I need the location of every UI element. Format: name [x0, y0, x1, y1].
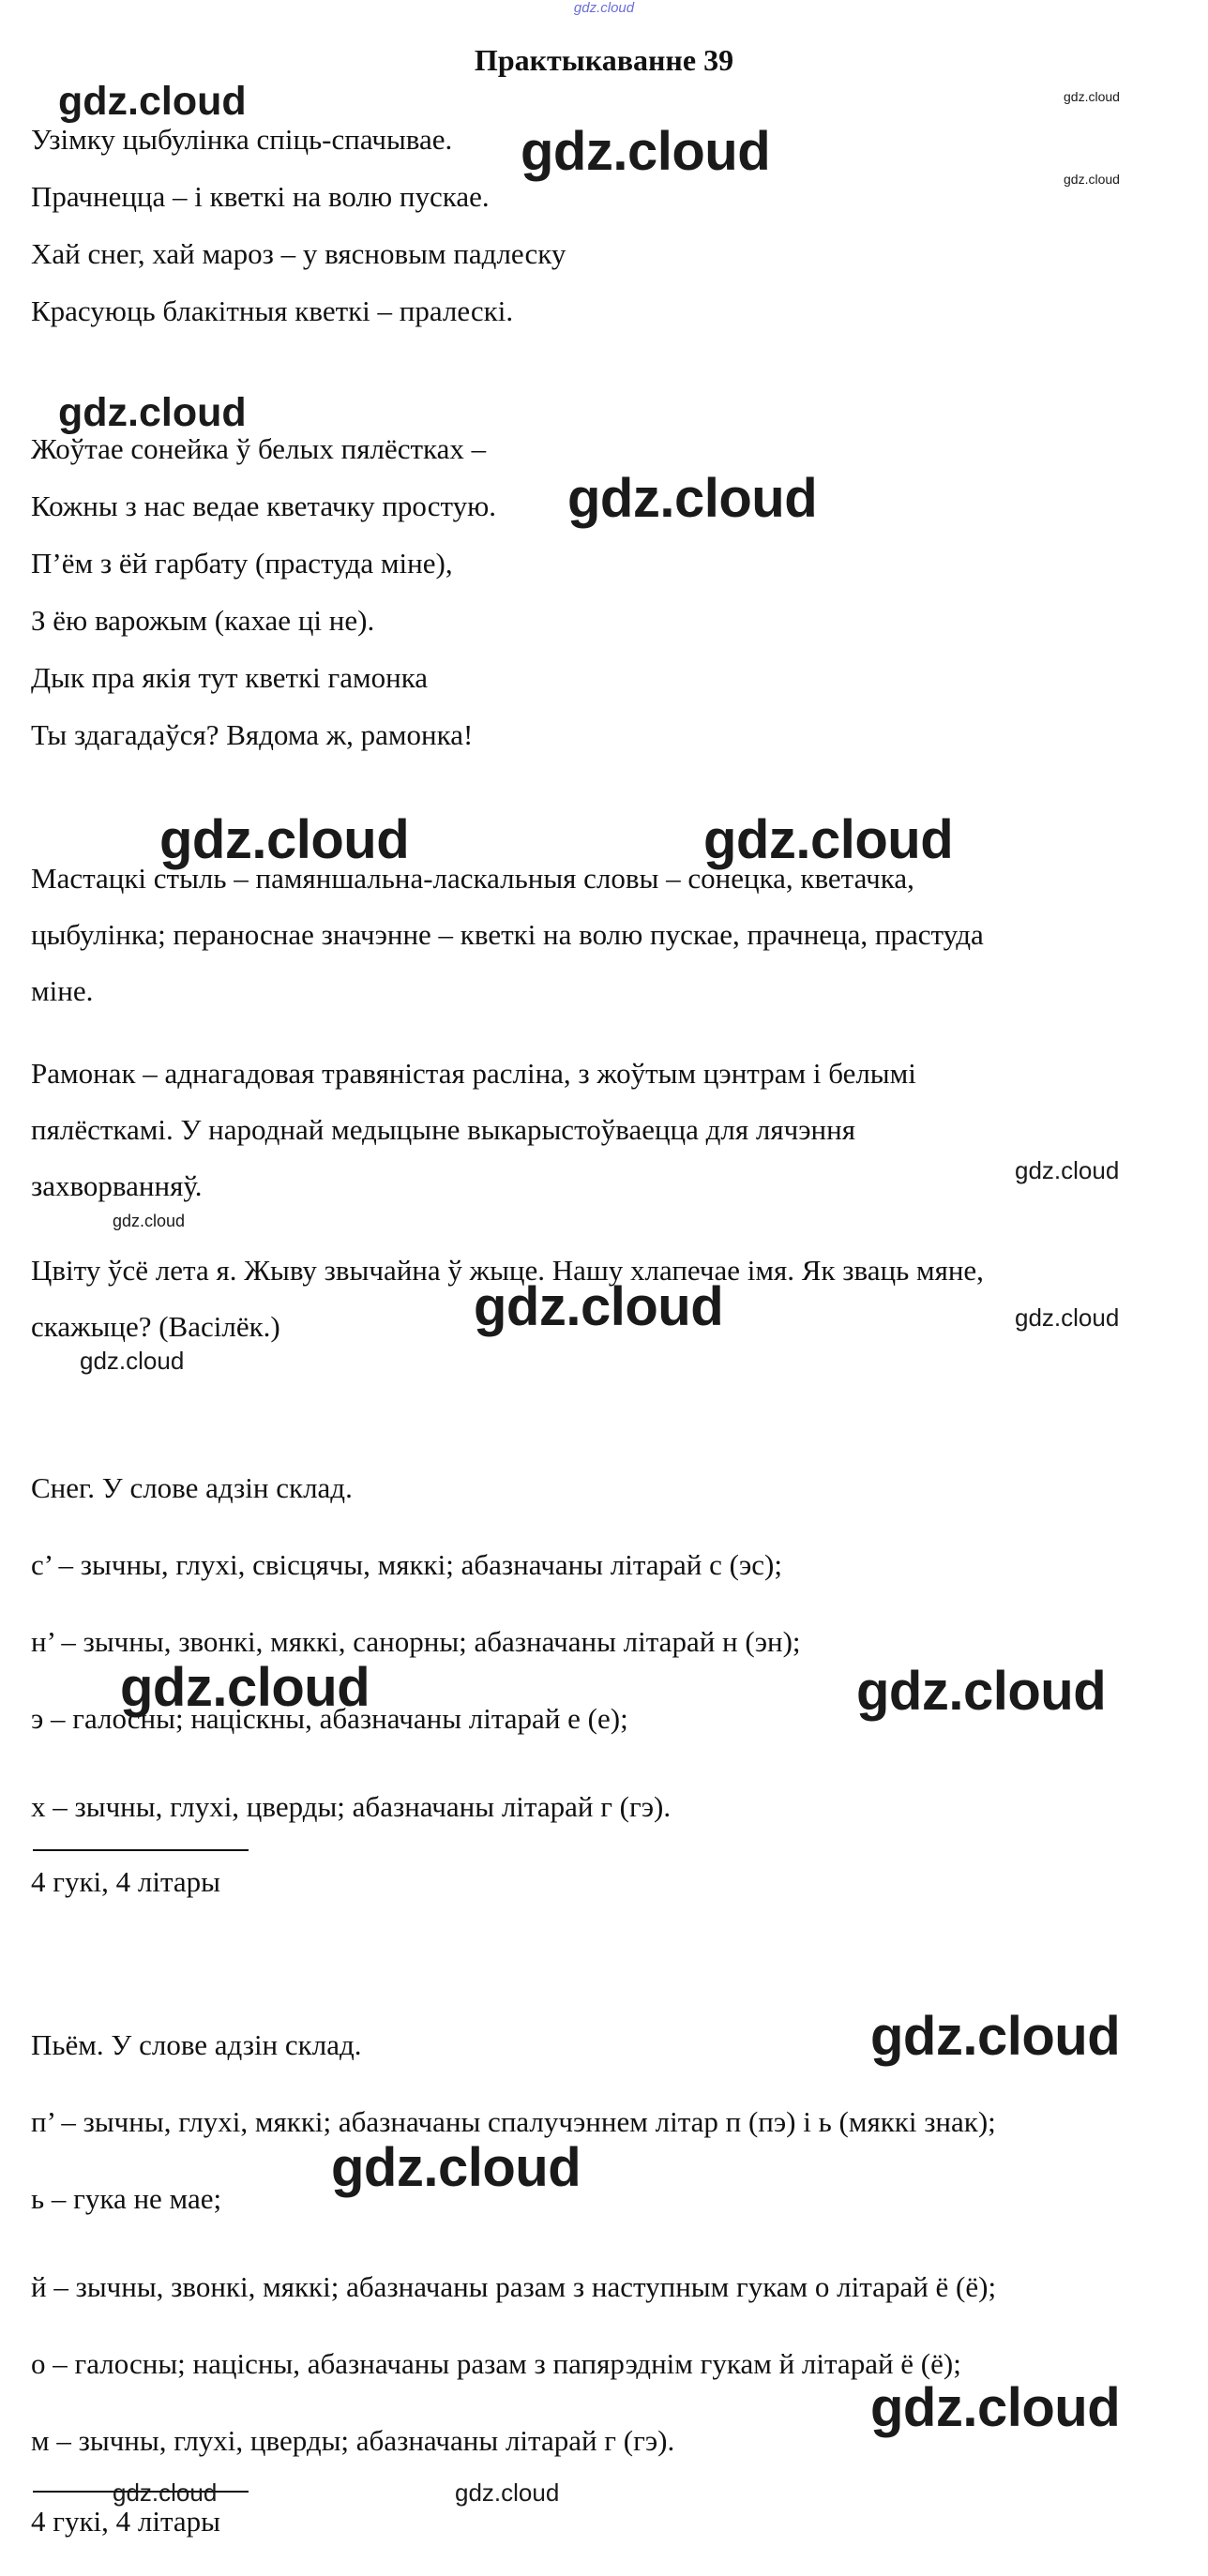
word-1-sound: х – зычны, глухі, цверды; абазначаны літарай г (гэ).: [31, 1790, 672, 1823]
poem-2-line: П’ём з ёй гарбату (прастуда міне),: [31, 547, 453, 580]
word-2-sound: п’ – зычны, глухі, мяккі; абазначаны спалучэннем літар п (пэ) і ь (мяккі знак);: [31, 2105, 996, 2138]
watermark: gdz.cloud: [870, 2377, 1121, 2438]
definition-line: Рамонак – аднагадовая травяністая расліна, з жоўтым цэнтрам і белымі: [31, 1057, 916, 1090]
watermark: gdz.cloud: [703, 809, 954, 870]
word-2-sound: й – зычны, звонкі, мяккі; абазначаны разам з наступным гукам о літарай ё (ё);: [31, 2270, 997, 2303]
definition-line: пялёсткамі. У народнай медыцыне выкарыстоўваецца для лячэння: [31, 1113, 855, 1146]
word-1-sound: э – галосны; націскны, абазначаны літарай е (е);: [31, 1702, 628, 1735]
page-title: Практыкаванне 39: [474, 43, 734, 77]
watermark: gdz.cloud: [1064, 89, 1120, 104]
watermark: gdz.cloud: [870, 2006, 1121, 2067]
watermark: gdz.cloud: [1064, 172, 1120, 187]
watermark: gdz.cloud: [58, 390, 247, 435]
watermark: gdz.cloud: [474, 1276, 724, 1337]
poem-2-line: З ёю варожым (кахае ці не).: [31, 604, 375, 637]
watermark: gdz.cloud: [159, 809, 410, 870]
word-2-sound: м – зычны, глухі, цверды; абазначаны літарай г (гэ).: [31, 2424, 675, 2457]
poem-2-line: Кожны з нас ведае кветачку простую.: [31, 490, 496, 522]
poem-1-line: Красуюць блакітныя кветкі – пралескі.: [31, 294, 514, 327]
analysis-style-line: міне.: [31, 974, 94, 1007]
riddle-line: скажыце? (Васілёк.): [31, 1310, 280, 1343]
poem-2-line: Жоўтае сонейка ў белых пялёстках –: [31, 432, 487, 465]
watermark: gdz.cloud: [567, 468, 818, 529]
watermark: gdz.cloud: [58, 79, 247, 124]
summary-rule: [33, 1849, 249, 1851]
word-2-sound: ь – гука не мае;: [31, 2182, 222, 2215]
watermark: gdz.cloud: [1015, 1303, 1120, 1332]
watermark: gdz.cloud: [113, 1212, 186, 1230]
riddle-line: Цвіту ўсё лета я. Жыву звычайна ў жыце. Нашу хлапечае імя. Як зваць мяне,: [31, 1254, 984, 1287]
poem-2-line: Ты здагадаўся? Вядома ж, рамонка!: [31, 718, 474, 751]
watermark: gdz.cloud: [1015, 1156, 1120, 1184]
word-1-summary: 4 гукі, 4 літары: [31, 1865, 220, 1898]
word-2-heading: Пьём. У слове адзін склад.: [31, 2028, 362, 2061]
analysis-style-line: цыбулінка; пераноснае значэнне – кветкі на волю пускае, прачнеца, прастуда: [31, 918, 984, 951]
watermark: gdz.cloud: [331, 2137, 581, 2198]
word-1-heading: Снег. У слове адзін склад.: [31, 1471, 353, 1504]
word-1-sound: с’ – зычны, глухі, свісцячы, мяккі; абазначаны літарай с (эс);: [31, 1548, 782, 1581]
word-2-sound: о – галосны; націсны, абазначаны разам з папярэднім гукам й літарай ё (ё);: [31, 2347, 961, 2380]
watermark: gdz.cloud: [455, 2478, 560, 2507]
poem-1-line: Прачнецца – і кветкі на волю пускае.: [31, 180, 490, 213]
poem-2-line: Дык пра якія тут кветкі гамонка: [31, 661, 429, 694]
poem-1-line: Узімку цыбулінка спіць-спачывае.: [31, 123, 453, 156]
definition-line: захворванняў.: [31, 1169, 203, 1202]
watermark: gdz.cloud: [856, 1661, 1107, 1722]
watermark: gdz.cloud: [80, 1347, 185, 1375]
word-2-summary: 4 гукі, 4 літары: [31, 2505, 220, 2538]
watermark: gdz.cloud: [113, 2478, 218, 2507]
word-1-sound: н’ – зычны, звонкі, мяккі, санорны; абазначаны літарай н (эн);: [31, 1625, 801, 1658]
poem-1-line: Хай снег, хай мароз – у вясновым падлеску: [31, 237, 566, 270]
site-mark: gdz.cloud: [573, 0, 635, 16]
analysis-style-line: Мастацкі стыль – памяншальна-ласкальныя словы – сонецка, кветачка,: [31, 862, 914, 895]
watermark: gdz.cloud: [120, 1657, 370, 1718]
watermark: gdz.cloud: [521, 121, 771, 182]
